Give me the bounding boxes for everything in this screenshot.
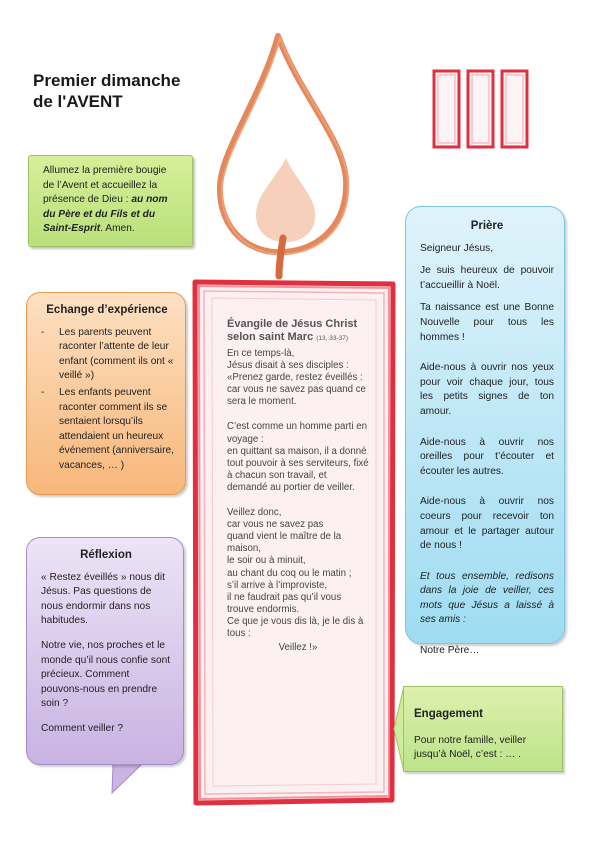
reflection-paragraph: Comment veiller ? — [41, 722, 124, 734]
gospel-paragraph: En ce temps-là, Jésus disait à ses disciples : «Prenez garde, restez éveillés : car vous ne savez pas quand ce sera le moment. — [227, 348, 366, 408]
light-candle-callout — [28, 155, 193, 247]
small-candles-icon — [434, 71, 527, 147]
prayer-paragraph: Aide-nous à ouvrir nos oreilles pour t’écouter et écouter les autres. — [420, 436, 554, 477]
prayer-paragraph: Aide-nous à ouvrir nos yeux pour voir chaque jour, tous les petits signes de ton amour. — [420, 362, 554, 417]
prayer-paragraph: Seigneur Jésus, — [420, 242, 494, 254]
gospel-title-text: Évangile de Jésus Christ selon saint Marc — [227, 318, 358, 343]
commitment-heading: Engagement — [414, 708, 484, 720]
page-title — [33, 70, 180, 112]
gospel-reference: (13, 33-37) — [316, 335, 349, 342]
prayer-paragraph: Je suis heureux de pouvoir t’accueillir à Noël. — [420, 265, 554, 291]
light-candle-emphasis: au nom du Père et du Fils et du Saint-Esprit — [43, 194, 168, 235]
experience-exchange-list — [37, 326, 177, 474]
light-candle-text: Allumez la première bougie de l’Avent et accueillez la présence de Dieu : — [43, 165, 167, 206]
list-item: - Les enfants peuvent raconter comment ils se sentaient lorsqu’ils attendaient un heureux événement (anniversaire, vacances, … ) — [37, 386, 177, 474]
list-item: - Les parents peuvent raconter l’attente de leur enfant (comment ils ont « veillé ») — [37, 326, 177, 384]
gospel-title — [227, 318, 369, 345]
commitment-callout — [403, 686, 563, 772]
experience-exchange-callout — [26, 292, 186, 495]
commitment-text: Pour notre famille, veiller jusqu’à Noël, c’est : … . — [414, 734, 527, 761]
reflection-callout — [26, 537, 184, 765]
light-candle-end: . Amen. — [100, 223, 135, 235]
prayer-paragraph: Aide-nous à ouvrir nos coeurs pour recevoir ton amour et le partager autour de nous ! — [420, 496, 554, 552]
reflection-paragraph: « Restez éveillés » nous dit Jésus. Pas questions de nous endormir dans nos habitudes. — [41, 571, 166, 627]
gospel-paragraph: Veillez donc, car vous ne savez pas quand vient le maître de la maison, le soir ou à minuit, au chant du coq ou le matin ; s’il arrive à l’improviste, il ne faudrait pas qu’il vous trouve endormis. Ce que je vous dis là, je le dis à tous : — [227, 507, 364, 639]
flame-icon — [220, 36, 348, 276]
reflection-heading: Réflexion — [80, 549, 132, 561]
reflection-paragraph: Notre vie, nos proches et le monde qu’il nous confie sont précieux. Comment pouvons-nous en prendre soin ? — [41, 639, 171, 710]
prayer-heading: Prière — [470, 220, 504, 232]
gospel-text — [227, 318, 369, 654]
title-line-2: de l'AVENT — [33, 92, 123, 111]
prayer-paragraph: Ta naissance est une Bonne Nouvelle pour tous les hommes ! — [420, 302, 554, 343]
prayer-paragraph: Et tous ensemble, redisons dans la joie de veiller, ces mots que Jésus a laissé à ses amis : — [420, 570, 554, 626]
prayer-paragraph: Notre Père… — [420, 645, 480, 657]
gospel-closing: Veillez !» — [278, 642, 318, 654]
experience-exchange-heading: Echange d’expérience — [46, 304, 168, 316]
title-line-1: Premier dimanche — [33, 71, 181, 90]
prayer-callout — [405, 206, 565, 657]
gospel-paragraph: C’est comme un homme parti en voyage : en quittant sa maison, il a donné tout pouvoir à ses serviteurs, fixé à chacun son travail, et demandé au portier de veiller. — [227, 421, 369, 493]
